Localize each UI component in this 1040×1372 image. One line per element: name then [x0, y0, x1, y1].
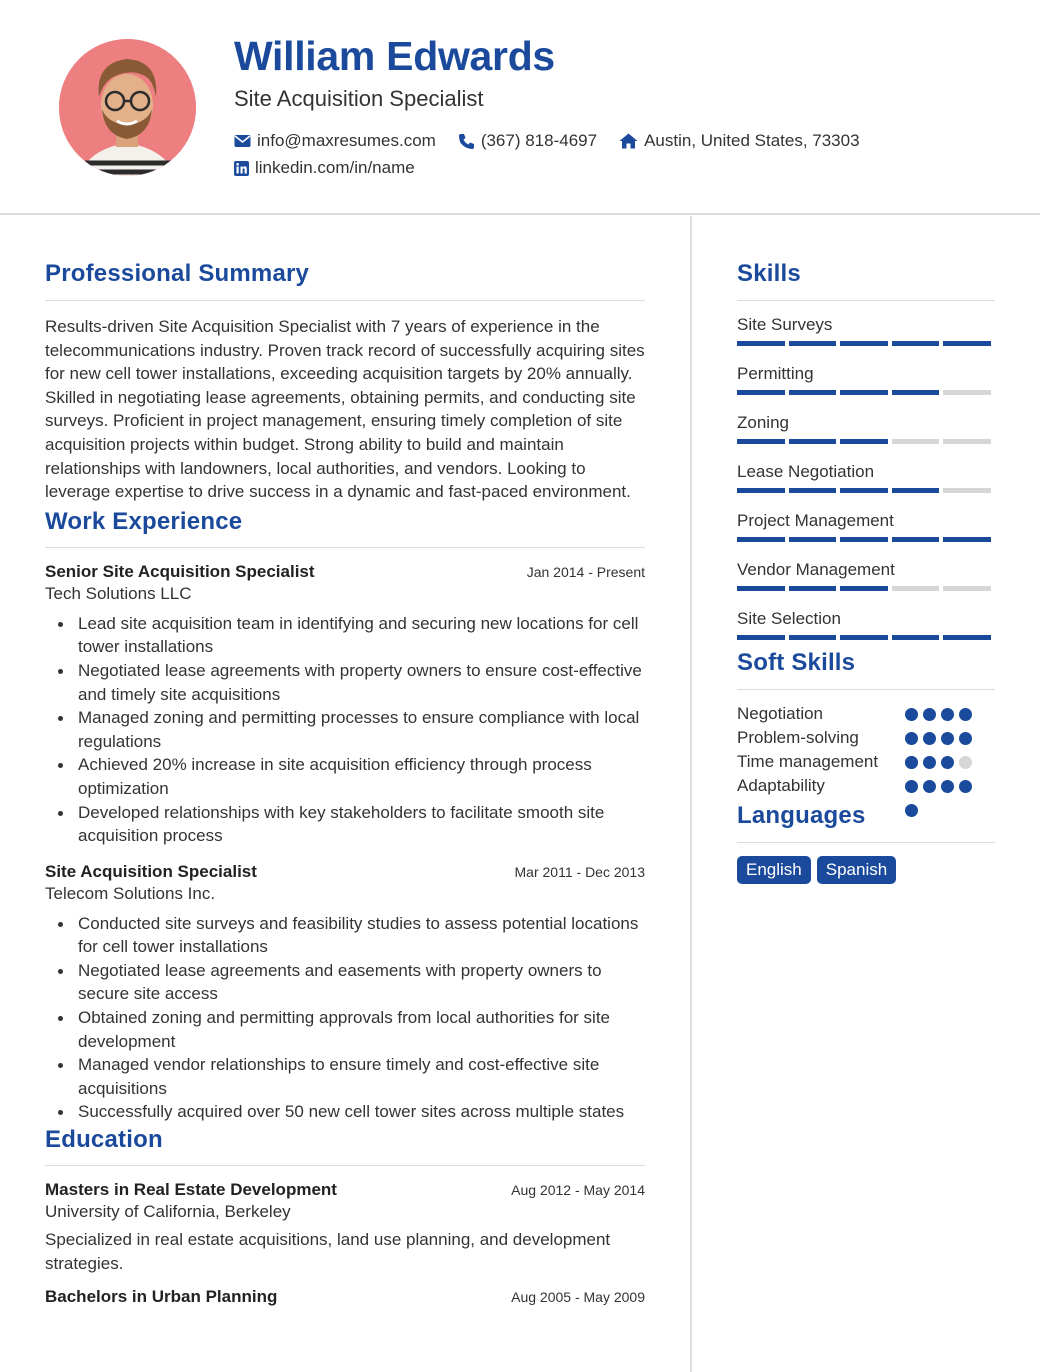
- person-illustration: [59, 39, 196, 176]
- candidate-name: William Edwards: [234, 33, 555, 79]
- soft-skill-item: [737, 726, 995, 750]
- rating-dot: [959, 756, 972, 769]
- job-bullets: [45, 612, 645, 848]
- skill-level-bar: [737, 635, 995, 640]
- candidate-title: Site Acquisition Specialist: [234, 86, 484, 111]
- skill-name: Vendor Management: [737, 560, 895, 579]
- rating-dot: [959, 732, 972, 745]
- section-title: Skills: [737, 260, 801, 287]
- section-title: Soft Skills: [737, 649, 856, 676]
- envelope-icon: [234, 134, 251, 148]
- soft-skill-rating: [905, 780, 985, 817]
- soft-skill-name: Negotiation: [737, 704, 824, 723]
- profile-photo: [59, 39, 196, 176]
- soft-skill-item: [737, 750, 995, 774]
- skills-list: [737, 315, 995, 640]
- rating-dot: [905, 756, 918, 769]
- rating-dot: [905, 708, 918, 721]
- rating-dot: [941, 732, 954, 745]
- soft-skill-name: Problem-solving: [737, 728, 859, 747]
- skill-level-segment: [943, 586, 991, 591]
- language-badge: English: [737, 856, 811, 884]
- skill-name: Zoning: [737, 413, 789, 432]
- list-item: Negotiated lease agreements with property owners to ensure cost-effective and timely site acquisitions: [45, 659, 645, 706]
- skill-level-segment: [737, 537, 785, 542]
- skill-level-segment: [943, 488, 991, 493]
- degree-title: Masters in Real Estate Development: [45, 1180, 337, 1200]
- rating-dot: [941, 780, 954, 793]
- sidebar-column: [737, 216, 995, 884]
- skill-level-segment: [789, 341, 837, 346]
- location-contact: [619, 131, 859, 151]
- skill-name: Project Management: [737, 511, 894, 530]
- skill-level-segment: [943, 341, 991, 346]
- soft-skill-item: [737, 774, 995, 798]
- job-entry: [45, 862, 645, 1124]
- skill-level-segment: [737, 390, 785, 395]
- section-rule: [45, 1165, 645, 1166]
- job-title: Site Acquisition Specialist: [45, 861, 257, 881]
- skill-level-segment: [789, 586, 837, 591]
- experience-section: [45, 508, 645, 1124]
- list-item: Managed vendor relationships to ensure timely and cost-effective site acquisitions: [45, 1053, 645, 1100]
- skill-item: [737, 413, 995, 444]
- education-entry: [45, 1287, 645, 1307]
- section-rule: [45, 300, 645, 301]
- skill-level-segment: [737, 439, 785, 444]
- home-icon: [619, 133, 638, 149]
- location-text: Austin, United States, 73303: [644, 131, 860, 150]
- skill-level-segment: [943, 439, 991, 444]
- language-badge: Spanish: [817, 856, 896, 884]
- rating-dot: [923, 708, 936, 721]
- section-rule: [737, 689, 995, 690]
- skill-level-segment: [892, 439, 940, 444]
- skill-level-segment: [892, 390, 940, 395]
- column-divider: [690, 216, 692, 1372]
- skill-level-segment: [737, 341, 785, 346]
- soft-skills-list: [737, 702, 995, 798]
- linkedin-contact[interactable]: [234, 158, 415, 178]
- skill-level-segment: [840, 390, 888, 395]
- soft-skill-name: Time management: [737, 752, 879, 771]
- skill-level-segment: [789, 635, 837, 640]
- soft-skill-name: Adaptability: [737, 776, 825, 795]
- job-bullets: [45, 912, 645, 1124]
- skill-item: [737, 315, 995, 346]
- job-company: Tech Solutions LLC: [45, 583, 192, 603]
- section-title: Languages: [737, 802, 866, 829]
- school-name: University of California, Berkeley: [45, 1202, 291, 1222]
- list-item: Obtained zoning and permitting approvals from local authorities for site development: [45, 1006, 645, 1053]
- skill-level-segment: [737, 488, 785, 493]
- skill-level-segment: [892, 537, 940, 542]
- degree-description: Specialized in real estate acquisitions, land use planning, and development strategies.: [45, 1230, 611, 1273]
- rating-dot: [959, 780, 972, 793]
- rating-dot: [905, 732, 918, 745]
- linkedin-text: linkedin.com/in/name: [255, 158, 415, 177]
- skill-level-segment: [840, 488, 888, 493]
- degree-title: Bachelors in Urban Planning: [45, 1287, 278, 1307]
- skill-item: [737, 511, 995, 542]
- section-rule: [737, 300, 995, 301]
- rating-dot: [923, 780, 936, 793]
- section-title: Education: [45, 1126, 163, 1154]
- education-section: [45, 1126, 645, 1307]
- phone-contact[interactable]: [458, 131, 597, 151]
- phone-text: (367) 818-4697: [480, 131, 598, 150]
- skill-level-segment: [892, 341, 940, 346]
- list-item: Developed relationships with key stakeholders to facilitate smooth site acquisition process: [45, 801, 645, 848]
- main-column: [45, 216, 645, 1307]
- degree-date: Aug 2005 - May 2009: [511, 1289, 645, 1306]
- skill-level-bar: [737, 390, 995, 395]
- section-title: Work Experience: [45, 507, 243, 535]
- rating-dot: [923, 732, 936, 745]
- summary-text: Results-driven Site Acquisition Specialist with 7 years of experience in the telecommunications industry. Proven track record of successfully acquiring sites for new cell tower installations, exceeding acquisition targets by 20% annually. Skilled in negotiating lease agreements, obtaining permits, and conducting site surveys. Proficient in project management, ensuring timely completion of site acquisition projects within budget. Strong ability to build and maintain relationships with landowners, local authorities, and vendors. Looking to leverage expertise to drive success in a dynamic and fast-paced environment.: [45, 317, 645, 502]
- skill-level-segment: [737, 635, 785, 640]
- skill-level-segment: [840, 341, 888, 346]
- skill-level-bar: [737, 439, 995, 444]
- skill-item: [737, 462, 995, 493]
- skill-level-segment: [840, 635, 888, 640]
- skill-level-segment: [943, 537, 991, 542]
- skill-level-segment: [892, 635, 940, 640]
- skill-level-segment: [943, 635, 991, 640]
- soft-skills-section: [737, 649, 995, 798]
- skill-level-bar: [737, 341, 995, 346]
- summary-section: [45, 216, 645, 504]
- skill-level-segment: [840, 439, 888, 444]
- skill-level-bar: [737, 586, 995, 591]
- skill-name: Lease Negotiation: [737, 462, 875, 481]
- skill-level-segment: [789, 390, 837, 395]
- rating-dot: [941, 756, 954, 769]
- list-item: Negotiated lease agreements and easements with property owners to secure site access: [45, 959, 645, 1006]
- skills-section: [737, 216, 995, 640]
- rating-dot: [959, 708, 972, 721]
- skill-level-segment: [789, 488, 837, 493]
- email-text: info@maxresumes.com: [257, 131, 436, 150]
- skill-item: [737, 560, 995, 591]
- languages-list: [737, 856, 995, 884]
- skill-item: [737, 609, 995, 640]
- skill-level-segment: [840, 586, 888, 591]
- email-contact[interactable]: [234, 131, 436, 151]
- section-title: Professional Summary: [45, 260, 310, 287]
- skill-level-segment: [840, 537, 888, 542]
- phone-icon: [458, 133, 475, 150]
- skill-level-segment: [892, 488, 940, 493]
- skill-name: Permitting: [737, 364, 814, 383]
- skill-item: [737, 364, 995, 395]
- contact-info: [234, 130, 882, 184]
- degree-date: Aug 2012 - May 2014: [511, 1182, 645, 1199]
- section-rule: [45, 547, 645, 548]
- section-rule: [737, 842, 995, 843]
- list-item: Managed zoning and permitting processes to ensure compliance with local regulations: [45, 706, 645, 753]
- list-item: Achieved 20% increase in site acquisition efficiency through process optimization: [45, 753, 645, 800]
- list-item: Conducted site surveys and feasibility studies to assess potential locations for cell tower installations: [45, 912, 645, 959]
- education-entry: [45, 1180, 645, 1275]
- rating-dot: [905, 804, 918, 817]
- rating-dot: [905, 780, 918, 793]
- soft-skill-item: [737, 702, 995, 726]
- skill-level-segment: [789, 439, 837, 444]
- list-item: Lead site acquisition team in identifying and securing new locations for cell tower installations: [45, 612, 645, 659]
- skill-name: Site Surveys: [737, 315, 833, 334]
- job-title: Senior Site Acquisition Specialist: [45, 561, 315, 581]
- rating-dot: [941, 708, 954, 721]
- job-company: Telecom Solutions Inc.: [45, 883, 216, 903]
- job-entry: [45, 562, 645, 848]
- skill-level-bar: [737, 488, 995, 493]
- resume-header: [0, 0, 1040, 215]
- skill-name: Site Selection: [737, 609, 841, 628]
- skill-level-bar: [737, 537, 995, 542]
- skill-level-segment: [943, 390, 991, 395]
- rating-dot: [923, 756, 936, 769]
- skill-level-segment: [737, 586, 785, 591]
- linkedin-icon: [234, 161, 249, 176]
- job-date: Jan 2014 - Present: [526, 563, 645, 580]
- skill-level-segment: [892, 586, 940, 591]
- list-item: Successfully acquired over 50 new cell tower sites across multiple states: [45, 1100, 645, 1124]
- job-date: Mar 2011 - Dec 2013: [514, 863, 645, 880]
- skill-level-segment: [789, 537, 837, 542]
